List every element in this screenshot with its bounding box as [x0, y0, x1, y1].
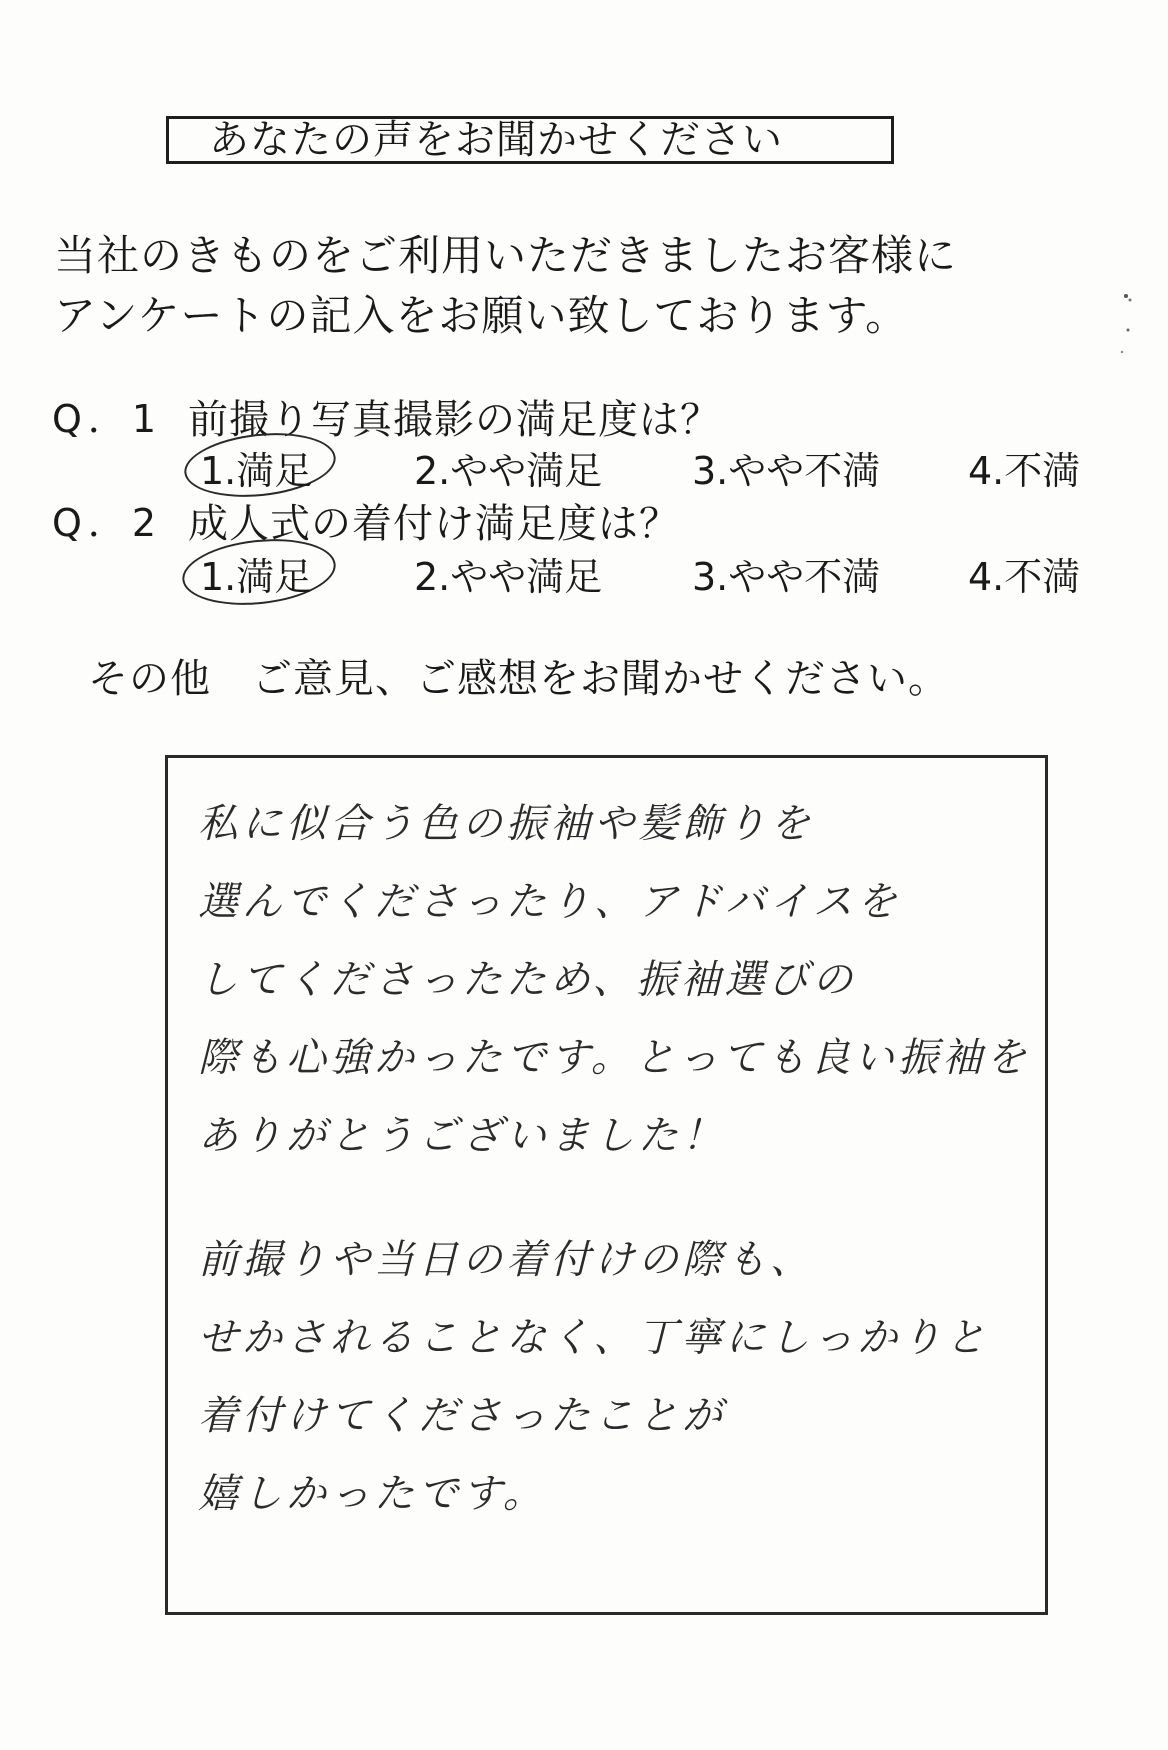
option-satisfied[interactable]: 1.満足 [200, 555, 313, 599]
comment-line: 際も心強かったです。とっても良い振袖を [198, 1035, 1030, 1081]
intro-line-1: 当社のきものをご利用いただきましたお客様に [54, 231, 958, 280]
comment-line: 前撮りや当日の着付けの際も、 [198, 1237, 814, 1283]
option-somewhat-dissatisfied[interactable]: 3.やや不満 [692, 449, 881, 493]
option-dissatisfied[interactable]: 4.不満 [968, 449, 1081, 493]
comment-line: 着付けてくださったことが [198, 1393, 726, 1439]
question-number: Q．1 [52, 397, 163, 441]
question-2 [0, 492, 1168, 547]
option-satisfied[interactable]: 1.満足 [200, 449, 313, 493]
question-2-options [0, 546, 1168, 599]
comment-line: 選んでくださったり、アドバイスを [198, 879, 901, 925]
comment-line: ありがとうございました！ [198, 1113, 726, 1159]
option-dissatisfied[interactable]: 4.不満 [968, 555, 1081, 599]
comment-line: せかされることなく、丁寧にしっかりと [198, 1315, 990, 1361]
question-1 [0, 388, 1168, 443]
option-somewhat-satisfied[interactable]: 2.やや満足 [414, 449, 603, 493]
option-somewhat-dissatisfied[interactable]: 3.やや不満 [692, 555, 881, 599]
comment-line: 嬉しかったです。 [198, 1471, 547, 1517]
question-number: Q．2 [52, 501, 163, 545]
intro-line-2: アンケートの記入をお願い致しております。 [54, 291, 909, 340]
question-1-options [0, 440, 1168, 493]
question-text: 前撮り写真撮影の満足度は？ [188, 397, 721, 443]
survey-title-box [166, 116, 894, 164]
option-somewhat-satisfied[interactable]: 2.やや満足 [414, 555, 603, 599]
comment-line: してくださったため、振袖選びの [198, 957, 857, 1003]
comment-box[interactable] [165, 755, 1048, 1615]
question-text: 成人式の着付け満足度は？ [188, 501, 680, 547]
scan-specks [1114, 290, 1138, 370]
comment-line: 私に似合う色の振袖や髪飾りを [198, 801, 814, 847]
other-comments-prompt: その他 ご意見、ご感想をお聞かせください。 [88, 656, 949, 702]
survey-title: あなたの声をお聞かせください [209, 117, 783, 163]
